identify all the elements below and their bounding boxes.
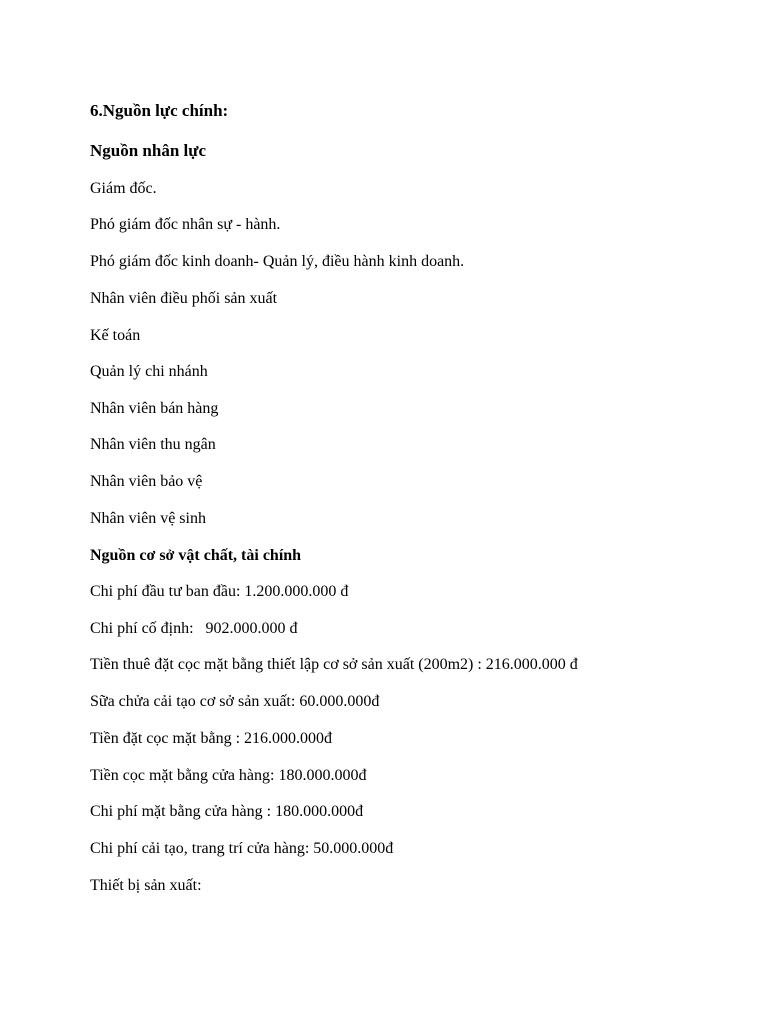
- finance-item: Chi phí đầu tư ban đầu: 1.200.000.000 đ: [90, 583, 349, 600]
- finance-item: Sữa chửa cải tạo cơ sở sản xuất: 60.000.000đ: [90, 693, 380, 710]
- finance-heading: Nguồn cơ sở vật chất, tài chính: [90, 547, 302, 564]
- hr-item: Giám đốc.: [90, 180, 157, 197]
- hr-heading: Nguồn nhân lực: [90, 141, 207, 160]
- finance-item: Chi phí mặt bằng cửa hàng : 180.000.000đ: [90, 803, 364, 820]
- hr-item: Nhân viên thu ngân: [90, 436, 216, 453]
- finance-item: Tiền cọc mặt bằng cửa hàng: 180.000.000đ: [90, 767, 367, 784]
- hr-item: Phó giám đốc kinh doanh- Quản lý, điều hành kinh doanh.: [90, 253, 465, 270]
- hr-item: Nhân viên bán hàng: [90, 400, 219, 417]
- hr-item: Nhân viên bảo vệ: [90, 473, 203, 490]
- hr-item: Phó giám đốc nhân sự - hành.: [90, 216, 281, 233]
- hr-item: Nhân viên vệ sinh: [90, 510, 206, 527]
- hr-item: Nhân viên điều phối sản xuất: [90, 290, 278, 307]
- finance-item: Tiền đặt cọc mặt bằng : 216.000.000đ: [90, 730, 333, 747]
- finance-item: Thiết bị sản xuất:: [90, 877, 202, 894]
- hr-item: Kế toán: [90, 327, 141, 344]
- finance-item: Chi phí cải tạo, trang trí cửa hàng: 50.000.000đ: [90, 840, 394, 857]
- hr-item: Quản lý chi nhánh: [90, 363, 208, 380]
- section-title: 6.Nguồn lực chính:: [90, 101, 229, 120]
- finance-item: Tiền thuê đặt cọc mặt bằng thiết lập cơ sở sản xuất (200m2) : 216.000.000 đ: [90, 656, 578, 673]
- finance-item: Chi phí cố định: 902.000.000 đ: [90, 620, 298, 637]
